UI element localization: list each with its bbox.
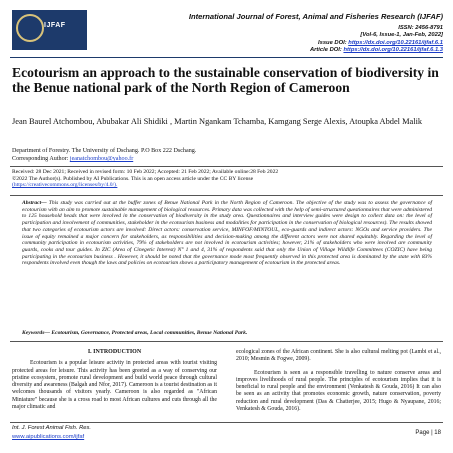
footer-journal-abbrev: Int. J. Forest Animal Fish. Res. <box>12 425 92 431</box>
article-doi-label: Article DOI: <box>309 47 342 53</box>
keywords-label: Keywords— <box>22 330 50 336</box>
article-doi-link[interactable]: https://dx.doi.org/10.22161/ijfaf.6.1.3 <box>343 47 443 53</box>
copyright-notice: ©2022 The Author(s). Published by AI Publications. This is an open access article under the CC BY license <box>12 175 254 182</box>
article-doi-line <box>310 47 443 53</box>
journal-name: International Journal of Forest, Animal and Fisheries Research (IJFAF) <box>188 12 443 21</box>
publication-dates: Received: 28 Dec 2021; Received in revised form: 10 Feb 2022; Accepted: 21 Feb 2022; Available online:28 Feb 2022 <box>12 169 279 175</box>
footer-divider <box>10 422 443 423</box>
header-divider <box>10 57 443 58</box>
keywords <box>22 330 432 336</box>
license-link[interactable]: (https://creativecommons.org/licenses/by/4.0/). <box>12 182 118 189</box>
body-column-left <box>12 349 217 411</box>
paper-title: Ecotourism an approach to the sustainable conservation of biodiversity in the Benue national park of the North Region of Cameroon <box>12 65 439 96</box>
abstract-text: This study was carried out at the buffer zones of Benue National Park in the North Region of Cameroon. The objective of the study was to assess the governance of ecotourism with an aim to promote sustainable management of biological resources. Primary data was collected with the help of semi-structured questionnaires that were administered to 125 household heads that were involved in the conservation of biodiversity in the study area. Questionnaires and interview guides were design to collect data on: the level of participation and involvement of communities, stakeholder in the ecotourism business and modalities for participation in the conservation of biological resources). The results showed that two categories of ecotourism actors are involved: Direct actors: conservation service, MINFOF/MINTOUL, eco-guards and indirect actors: NGOs and service providers. The issue of equity remained a major concern for stakeholders, as responsibilities and decision-making among the different actors were not shared equitably. Regarding the level of community participation in ecotourism activities, 79% of stakeholders are not involved in ecotourism activities; however, 21% of stakeholders who were involved are community guards, cooks and tour guides. In ZIC (Area of Cinegetic Interest) N° 1 and 4, 31% of respondents said that only the Union of Village Wildlife Committees (COZIC) have being participating in the ecotourism business . However, it should be noted that the governance mode most frequently observed in this protected area is dominated by the state with 83% respondents involved even though the laws and policies on ecotourism shows a participatory management of ecotourism in the protected areas. <box>22 200 433 267</box>
affiliation-block <box>12 147 196 163</box>
abstract-label: Abstract— <box>22 200 47 206</box>
issue-doi-link[interactable]: https://dx.doi.org/10.22161/ijfaf.6.1 <box>348 40 443 46</box>
divider <box>10 341 443 342</box>
body-paragraph: Ecotourism is seen as a responsible travelling to nature conserve areas and improves livelihoods of rural people. The principles of ecotourism implies that it is beneficial to rural people and the environment (Venkatesh & Gouda, 2016) It can also be seen as an activity that promotes economic growth, nature conservation, poverty reduction and rural development (Das & Chatterjee, 2015; Hugo & Nyaupane, 2016; Venkatesh & Gouda, 2016). <box>236 369 441 412</box>
divider <box>10 166 443 167</box>
corresponding-email-link[interactable]: jeanatchombou@yahoo.fr <box>69 156 134 162</box>
author-list: Jean Baurel Atchombou, Abubakar Ali Shidiki , Martin Ngankam Tchamba, Kamgang Serge Alexis, Atoupka Abdel Malik <box>12 117 423 126</box>
journal-logo <box>12 10 87 50</box>
footer-journal-url[interactable]: www.aipublications.com/ijfaf <box>12 434 85 440</box>
volume-issue: [Vol-6, Issue-1, Jan-Feb, 2022] <box>360 32 443 38</box>
issue-doi-line <box>318 40 443 46</box>
divider <box>10 195 443 196</box>
publication-info <box>12 169 442 189</box>
logo-text: IJFAF <box>44 22 66 29</box>
body-paragraph: Ecotourism is a popular leisure activity in protected areas with tourist visiting protected areas for leisure. This activity has been greeted as a way of conserving our pristine ecosystem, promote rural development and build world peace through cultural diversity and awareness (Balgah and Nfor, 2017). Cameroon is a tourist destination as it welcomes thousands of visitors yearly. Cameroon is also regarded as "African Miniature" because she is a cross road to most African cultures and cuts through all the major climatic and <box>12 360 217 410</box>
issue-doi-label: Issue DOI: <box>317 40 347 46</box>
corresponding-author <box>12 155 196 163</box>
department: Department of Forestry. The University of Dschang. P.O Box 222 Dschang. <box>12 148 197 154</box>
section-heading-introduction: I. INTRODUCTION <box>87 349 142 355</box>
keywords-text: Ecotourism, Governance, Protected areas, Local communities, Benue National Park. <box>51 330 248 336</box>
logo-emblem-icon <box>16 14 44 42</box>
body-paragraph: ecological zones of the African continent. She is also cultural melting pot (Lambi et al., 2010; Mesmin & Fogwe, 2009). <box>236 349 441 363</box>
body-column-right <box>236 349 441 413</box>
page-number: Page | 18 <box>415 430 441 436</box>
corresponding-label: Corresponding Author: <box>12 156 69 162</box>
abstract <box>22 200 432 267</box>
issn: ISSN: 2456-8791 <box>398 25 443 31</box>
